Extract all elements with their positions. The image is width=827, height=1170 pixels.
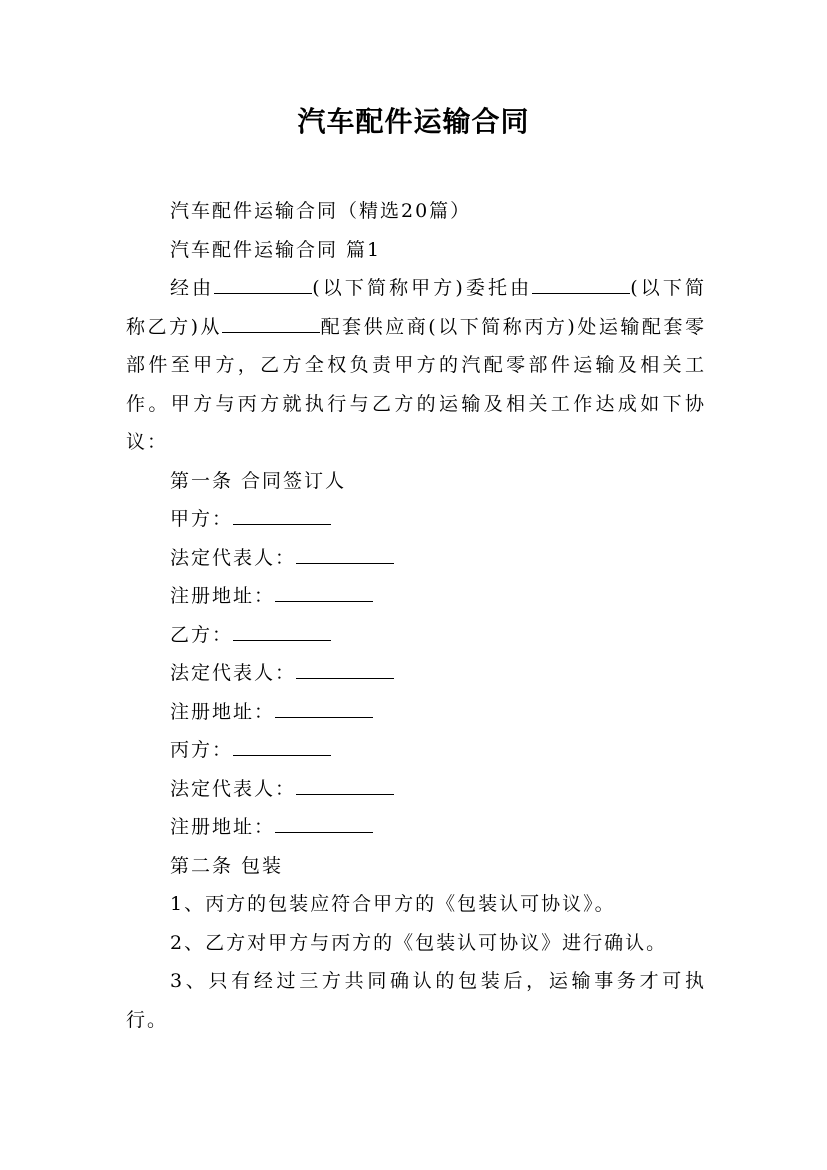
party-b-legal-rep-line: [126, 654, 706, 693]
article-1-heading: 第一条 合同签订人: [170, 469, 347, 492]
blank-line: [275, 581, 373, 602]
party-c-legal-rep-line: [126, 770, 706, 809]
article-2-heading: 第二条 包装: [170, 854, 284, 877]
party-b-address-line: [126, 693, 706, 732]
party-a-legal-rep-line: [126, 539, 706, 578]
blank-line: [296, 543, 394, 564]
party-a-line: [126, 500, 706, 539]
legal-rep-label: 法定代表人：: [170, 662, 297, 684]
section-heading: 汽车配件运输合同 篇1: [170, 238, 382, 261]
document-body: [126, 192, 706, 1039]
intro-text-4: 配套供应商(以下简称丙方)处运输配套零部件至甲方，乙方全权负责甲方的汽配零部件运输及相关工作。甲方与丙方就执行与乙方的运输及相关工作达成如下协议：: [126, 315, 706, 453]
clause-2: 2、乙方对甲方与丙方的《包装认可协议》进行确认。: [170, 931, 668, 954]
blank-line: [214, 273, 312, 294]
address-label: 注册地址：: [170, 700, 276, 723]
blank-line: [233, 735, 331, 756]
intro-text-2: (以下简称甲方)委托由: [312, 277, 533, 299]
blank-line: [222, 312, 320, 333]
blank-line: [296, 658, 394, 679]
party-b-label: 乙方：: [170, 623, 234, 646]
blank-line: [233, 504, 331, 525]
intro-paragraph: [126, 269, 706, 462]
blank-line: [233, 620, 331, 641]
blank-line: [275, 697, 373, 718]
legal-rep-label: 法定代表人：: [170, 546, 297, 569]
party-a-label: 甲方：: [170, 508, 234, 530]
blank-line: [532, 273, 630, 294]
party-c-address-line: [126, 808, 706, 847]
blank-line: [275, 812, 373, 833]
address-label: 注册地址：: [170, 816, 276, 838]
clause-3: 3、只有经过三方共同确认的包装后，运输事务才可执行。: [126, 970, 706, 1031]
party-b-line: [126, 616, 706, 655]
intro-text-1: 经由: [170, 277, 215, 299]
clause-1: 1、丙方的包装应符合甲方的《包装认可协议》。: [170, 893, 616, 915]
legal-rep-label: 法定代表人：: [170, 777, 297, 800]
party-c-label: 丙方：: [170, 739, 234, 761]
blank-line: [296, 774, 394, 795]
subtitle: 汽车配件运输合同（精选20篇）: [170, 200, 472, 222]
party-c-line: [126, 731, 706, 770]
party-a-address-line: [126, 577, 706, 616]
intro-text-3: (以下简称乙方)从: [126, 277, 706, 338]
address-label: 注册地址：: [170, 585, 276, 607]
document-title: 汽车配件运输合同: [297, 105, 530, 138]
